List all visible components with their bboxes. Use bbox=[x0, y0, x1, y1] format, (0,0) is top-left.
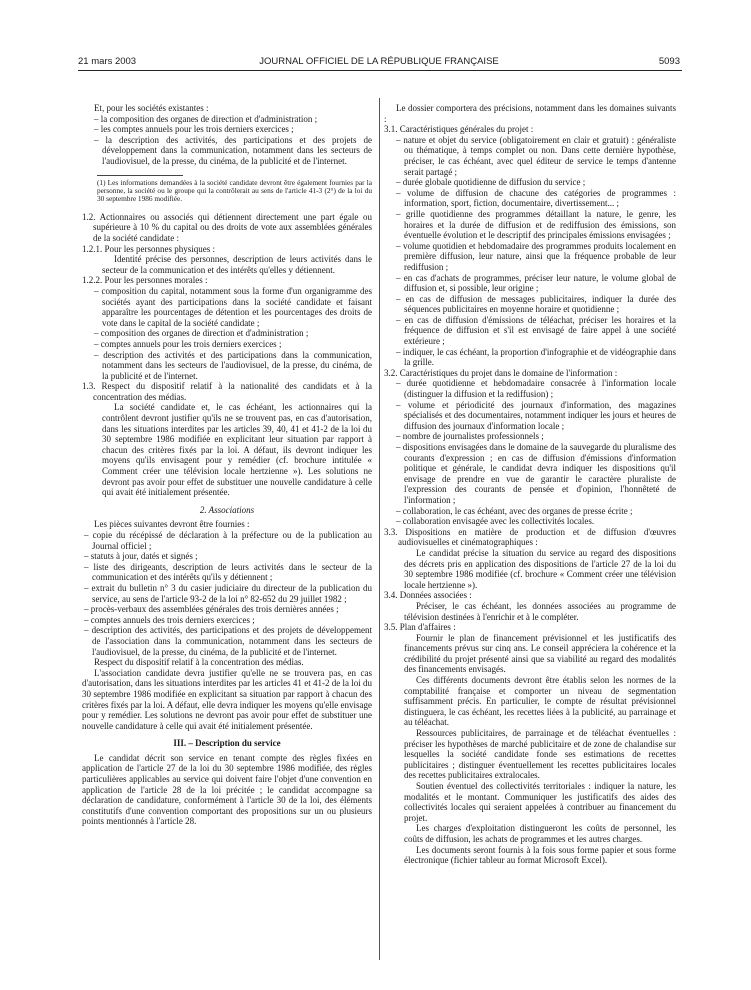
paragraph: Préciser, le cas échéant, les données associées au programme de télévision destinées à l'enrichir et à le compléter. bbox=[404, 600, 676, 622]
header-page-number: 5093 bbox=[658, 56, 680, 67]
section-heading: 3.4. Données associées : bbox=[384, 590, 472, 601]
list-item: – durée globale quotidienne de diffusion du service ; bbox=[396, 177, 586, 188]
header-date: 21 mars 2003 bbox=[78, 56, 137, 67]
list-item: – composition des organes de direction et d'administration ; bbox=[94, 328, 309, 339]
paragraph: Le candidat précise la situation du service au regard des dispositions des décrets pris en application des dispositions de l'article 27 de la loi du 30 septembre 1986 modifiée (cf. brochure « Comment créer une télévision locale hertzienne »). bbox=[404, 547, 676, 590]
footnote: (1) Les informations demandées à la société candidate devront être également fournies par la personne, la société ou le groupe qui la contrôlerait au sens de l'article 41-3 (2°) de la loi du 30 septembre 1986 modifiée. bbox=[97, 177, 372, 204]
list-item: – collaboration, le cas échéant, avec des organes de presse écrite ; bbox=[396, 505, 633, 516]
list-item: – en cas de diffusion de messages publicitaires, indiquer la durée des séquences publicitaires en moyenne horaire et quotidienne ; bbox=[396, 293, 676, 315]
list-item: – volume de diffusion de chacune des catégories de programmes : information, sport, fiction, documentaire, divertissement... ; bbox=[396, 187, 676, 209]
paragraph: Ces différents documents devront être établis selon les normes de la comptabilité française et comporter un niveau de segmentation suffisamment précis. En particulier, le compte de résultat prévisionnel distinguera, le cas échéant, les recettes liées à la publicité, au parrainage et au téléachat. bbox=[404, 675, 676, 728]
section-heading: 3.2. Caractéristiques du projet dans le domaine de l'information : bbox=[384, 367, 618, 378]
list-item: – grille quotidienne des programmes détaillant la nature, le genre, les horaires et la durée de diffusion et de rediffusion des émissions, son éventuelle évolution et le descriptif des principales émissions envisagées ; bbox=[396, 208, 676, 241]
paragraph: Le dossier comportera des précisions, notamment dans les domaines suivants : bbox=[384, 103, 676, 124]
list-item: – description des activités et des participations dans la communication, notamment dans les secteurs de l'audiovisuel, de la presse, du cinéma, de la publicité et de l'internet. bbox=[94, 349, 372, 381]
list-item: – copie du récépissé de déclaration à la préfecture ou de la publication au Journal officiel ; bbox=[84, 530, 372, 551]
list-item: – la description des activités, des participations et des projets de développement dans la communication, notamment dans les secteurs de l'audiovisuel, de la presse, du cinéma, de la publicité et de l'internet. bbox=[94, 134, 372, 166]
paragraph: Respect du dispositif relatif à la concentration des médias. bbox=[94, 657, 304, 668]
right-column bbox=[384, 103, 676, 866]
list-item: – la composition des organes de direction et d'administration ; bbox=[94, 113, 318, 124]
section-heading: 1.2.2. Pour les personnes morales : bbox=[82, 275, 208, 286]
section-heading: 1.2.1. Pour les personnes physiques : bbox=[82, 243, 215, 254]
paragraph: Fournir le plan de financement prévisionnel et les justificatifs des financements prévus sur cinq ans. Le conseil appréciera la cohérence et la crédibilité du projet présenté ainsi que sa viabilité au regard des modalités des financements envisagés. bbox=[404, 632, 676, 675]
footnote-rule bbox=[97, 175, 183, 176]
paragraph: L'association candidate devra justifier qu'elle ne se trouvera pas, en cas d'autorisation, dans les situations interdites par les articles 41 et 41-2 de la loi du 30 septembre 1986 modifiée en explicitant sa situation par rapport à chacun des critères fixés par la loi. A défaut, elle devra indiquer les moyens qu'elle envisage pour y remédier. Les solutions ne devront pas avoir pour effet de substituer une nouvelle candidature à celle qui avait été initialement présentée. bbox=[82, 667, 372, 731]
header-journal-title: JOURNAL OFFICIEL DE LA RÉPUBLIQUE FRANÇAISE bbox=[259, 56, 499, 67]
paragraph: Les documents seront fournis à la fois sous forme papier et sous forme électronique (fichier tableur au format Microsoft Excel). bbox=[404, 844, 676, 866]
subsection-title: 2. Associations bbox=[199, 504, 255, 515]
list-item: – en cas de diffusion d'émissions de téléachat, préciser les horaires et la fréquence de diffusion et s'il est envisagé de faire appel à une société extérieure ; bbox=[396, 314, 676, 347]
paragraph: La société candidate et, le cas échéant, les actionnaires qui la contrôlent devront justifier qu'ils ne se trouvent pas, en cas d'autorisation, dans les situations interdites par les articles 39, 40, 41 et 41-2 de la loi du 30 septembre 1986 modifiée en explicitant leur situation par rapport à chacun des critères fixés par la loi. A défaut, ils devront indiquer les moyens qu'ils envisagent pour y remédier (cf. brochure intitulée « Comment créer une télévision locale hertzienne »). Les solutions ne devront pas avoir pour effet de substituer une nouvelle candidature à celle qui avait été initialement présentée. bbox=[102, 402, 372, 498]
page-header bbox=[78, 56, 680, 70]
list-item: – dispositions envisagées dans le domaine de la sauvegarde du pluralisme des courants d'expression ; en cas de diffusion d'émissions d'information politique et générale, le candidat devra indiquer les dispositions qu'il envisage de prendre en vue de garantir le caractère pluraliste de l'expression des courants de pensée et d'opinion, l'honnêteté de l'information ; bbox=[396, 442, 676, 505]
list-item: – nombre de journalistes professionnels ; bbox=[396, 431, 544, 442]
column-divider bbox=[379, 98, 380, 960]
header-rule bbox=[78, 70, 682, 71]
section-heading: 1.3. Respect du dispositif relatif à la nationalité des candidats et à la concentration des médias. bbox=[82, 381, 372, 402]
list-item: – volume et périodicité des journaux d'information, des magazines spécialisés et des documentaires, notamment indiquer les jours et heures de diffusion des journaux d'information locale ; bbox=[396, 399, 676, 431]
list-item: – les comptes annuels pour les trois derniers exercices ; bbox=[94, 124, 294, 135]
list-item: – nature et objet du service (obligatoirement en clair et gratuit) : généraliste ou thématique, à temps complet ou non. Dans cette dernière hypothèse, préciser, le cas échéant, avec quel éditeur de service le temps d'antenne serait partagé ; bbox=[396, 134, 676, 177]
list-item: – description des activités, des participations et des projets de développement de l'association dans la communication, notamment dans les secteurs de l'audiovisuel, de la presse, du cinéma, de la publicité et de l'internet. bbox=[84, 625, 372, 657]
paragraph: Les pièces suivantes devront être fournies : bbox=[94, 519, 250, 530]
paragraph: Ressources publicitaires, de parrainage et de téléachat éventuelles : préciser les hypothèses de marché publicitaire et de zone de chalandise sur lesquelles la société candidate fonde ses estimations de recettes publicitaires ; distinguer éventuellement les recettes publicitaires locales des recettes publicitaires extralocales. bbox=[404, 728, 676, 781]
list-item: – indiquer, le cas échéant, la proportion d'infographie et de vidéographie dans la grille. bbox=[396, 346, 676, 368]
list-item: – statuts à jour, datés et signés ; bbox=[84, 551, 198, 562]
list-item: – procès-verbaux des assemblées générales des trois dernières années ; bbox=[84, 604, 339, 615]
section-heading: 3.1. Caractéristiques générales du projet : bbox=[384, 124, 534, 135]
list-item: – comptes annuels pour les trois derniers exercices ; bbox=[94, 338, 282, 349]
list-item: – volume quotidien et hebdomadaire des programmes produits localement en première diffusion, leur nature, ainsi que la fréquence probable de leur rediffusion ; bbox=[396, 240, 676, 272]
left-column bbox=[82, 103, 372, 827]
paragraph: Et, pour les sociétés existantes : bbox=[94, 103, 209, 113]
section-title: III. – Description du service bbox=[173, 738, 281, 749]
list-item: – extrait du bulletin n° 3 du casier judiciaire du directeur de la publication du service, au sens de l'article 93-2 de la loi n° 82-652 du 29 juillet 1982 ; bbox=[84, 582, 372, 604]
section-heading: 3.5. Plan d'affaires : bbox=[384, 622, 456, 633]
section-heading: 3.3. Dispositions en matière de production et de diffusion d'œuvres audiovisuelles et cinématographiques : bbox=[384, 526, 676, 548]
list-item: – collaboration envisagée avec les collectivités locales. bbox=[396, 516, 595, 527]
list-item: – composition du capital, notamment sous la forme d'un organigramme des sociétés ayant des participations dans la société candidate et faisant apparaître les pourcentages de détention et les pourcentages des droits de vote dans le capital de la société candidate ; bbox=[94, 285, 372, 328]
paragraph: Identité précise des personnes, description de leurs activités dans le secteur de la communication et des intérêts qu'elles y détiennent. bbox=[102, 254, 372, 275]
list-item: – comptes annuels des trois derniers exercices ; bbox=[84, 614, 255, 625]
section-heading: 1.2. Actionnaires ou associés qui détiennent directement une part égale ou supérieure à 10 % du capital ou des droits de vote aux assemblées générales de la société candidate : bbox=[82, 211, 372, 243]
paragraph: Les charges d'exploitation distingueront les coûts de personnel, les coûts de diffusion, les achats de programmes et les autres charges. bbox=[404, 823, 676, 844]
paragraph: Soutien éventuel des collectivités territoriales : indiquer la nature, les modalités et le montant. Communiquer les justificatifs des aides des collectivités locales qui seraient appelées à contribuer au financement du projet. bbox=[404, 781, 676, 823]
paragraph: Le candidat décrit son service en tenant compte des règles fixées en application de l'article 27 de la loi du 30 septembre 1986 modifiée, des règles particulières applicables au service qui doivent faire l'objet d'une convention en application de l'article 28 de la loi précitée ; le candidat accompagne sa déclaration de candidature, conformément à l'article 30 de la loi, des éléments constitutifs d'une convention comportant des propositions sur un ou plusieurs points mentionnés à l'article 28. bbox=[82, 752, 372, 827]
list-item: – liste des dirigeants, description de leurs activités dans le secteur de la communication et des intérêts qu'ils y détiennent ; bbox=[84, 561, 372, 583]
list-item: – durée quotidienne et hebdomadaire consacrée à l'information locale (distinguer la diffusion et la rediffusion) ; bbox=[396, 378, 676, 400]
list-item: – en cas d'achats de programmes, préciser leur nature, le volume global de diffusion et, si possible, leur origine ; bbox=[396, 272, 676, 294]
